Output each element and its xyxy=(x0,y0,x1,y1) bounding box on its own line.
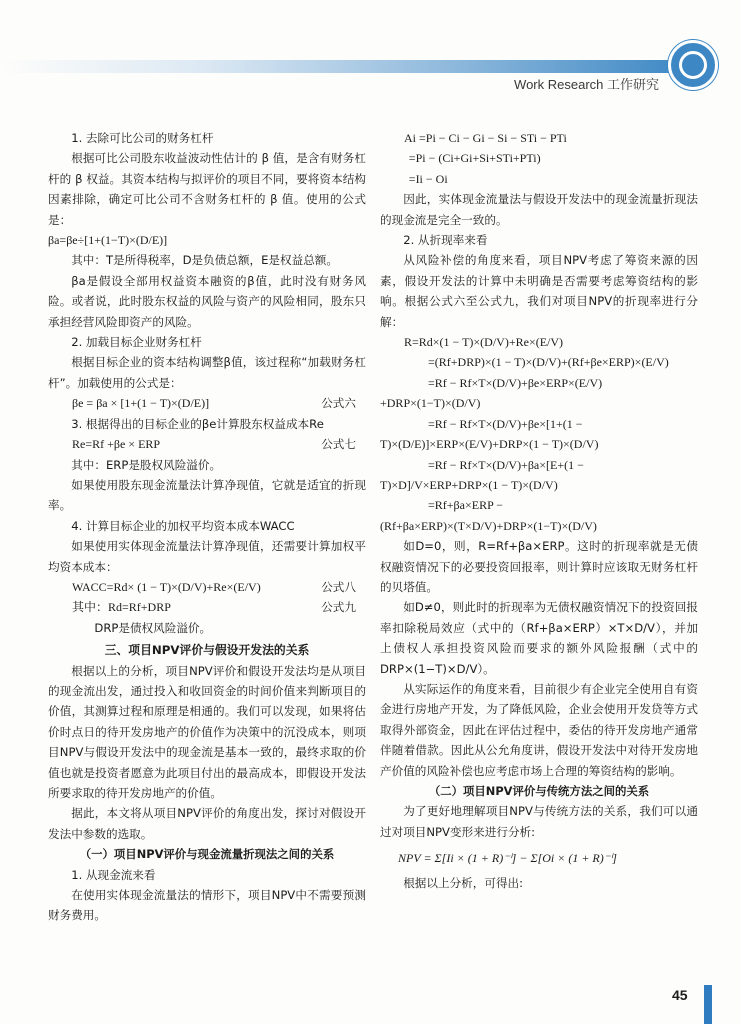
subheading: 3. 根据得出的目标企业的βe计算股东权益成本Re xyxy=(71,416,324,431)
paragraph: 根据以上分析，可得出: xyxy=(403,875,524,890)
formula-expression: βe = βa × [1+(1 − T)×(D/E)] xyxy=(72,396,210,411)
subsection-heading: （二）项目NPV评价与传统方法之间的关系 xyxy=(428,784,650,798)
formula-label: 公式九 xyxy=(321,600,356,615)
subheading: 1. 从现金流来看 xyxy=(71,867,156,882)
formula-expression: WACC=Rd× (1 − T)×(D/V)+Re×(E/V) xyxy=(72,579,261,594)
paragraph: DRP是债权风险溢价。 xyxy=(94,620,212,635)
formula: =Pi − (Ci+Gi+Si+STi+PTi) xyxy=(408,151,541,166)
paragraph: 根据可比公司股东收益波动性估计的 β 值，是含有财务杠杆的 β 权益。其资本结构与拟评价的项目不同，要将资本结构因素排除，确定可比公司不含财务杠杆的 β 值。使用的公式是： xyxy=(48,151,366,227)
formula xyxy=(48,393,366,413)
subheading: 4. 计算目标企业的加权平均资本成本WACC xyxy=(71,518,295,533)
paragraph: 据此，本文将从项目NPV评价的角度出发，探讨对假设开发法中参数的选取。 xyxy=(48,806,366,841)
page-edge-bar xyxy=(704,985,712,1024)
formula: =Rf+βa×ERP − (Rf+βa×ERP)×(T×D/V)+DRP×(1−T)×(D/V) xyxy=(380,498,597,533)
section-heading: 三、项目NPV评价与假设开发法的关系 xyxy=(104,643,310,658)
formula-label: 公式八 xyxy=(321,579,356,594)
formula: =Rf − Rf×T×(D/V)+βe×ERP×(E/V) +DRP×(1−T)×(D/V) xyxy=(380,375,603,411)
formula: R=Rd×(1 − T)×(D/V)+Re×(E/V) xyxy=(404,335,564,350)
formula-expression: Re=Rf +βe × ERP xyxy=(72,437,161,452)
paragraph: 根据以上的分析，项目NPV评价和假设开发法均是从项目的现金流出发，通过投入和收回资金的时间价值来判断项目的价值，其测算过程和原理是相通的。我们可以发现，如果将估价时点日的待开发房地产的价值作为决策中的沉没成本，则项目NPV与假设开发法中的现金流是基本一致的，最终求取的价值也就是投资者愿意为此项目付出的最高成本，即假设开发法所要求取的待开发房地产的价值。 xyxy=(48,663,366,800)
formula xyxy=(48,597,366,617)
formula: Ai =Pi − Ci − Gi − Si − STi − PTi xyxy=(404,131,567,145)
paragraph: 其中：T是所得税率，D是负债总额，E是权益总额。 xyxy=(71,253,338,268)
formula: =Rf − Rf×T×(D/V)+βa×[E+(1 − T)×D]/V×ERP+DRP×(1 − T)×(D/V) xyxy=(380,457,584,492)
paragraph: 因此，实体现金流量法与假设开发法中的现金流量折现法的现金流是完全一致的。 xyxy=(380,192,698,227)
paragraph: 如果使用股东现金流量法计算净现值，它就是适宜的折现率。 xyxy=(48,477,366,513)
paragraph: 如果使用实体现金流量法计算净现值，还需要计算加权平均资本成本： xyxy=(48,539,366,574)
formula: =Rf − Rf×T×(D/V)+βe×[1+(1 − T)×(D/E)]×ERP×(E/V)+DRP×(1 − T)×(D/V) xyxy=(380,416,599,452)
right-column xyxy=(380,128,698,893)
paragraph: 如D≠0，则此时的折现率为无债权融资情况下的投资回报率扣除税局效应（式中的（Rf+βa×ERP）×T×D/V），并加上债权人承担投资风险而要求的额外风险报酬（式中的DRP×(1−T)×D/V）。 xyxy=(380,600,698,676)
paragraph: 从风险补偿的角度来看，项目NPV考虑了筹资来源的因素，假设开发法的计算中未明确是否需要考虑筹资结构的影响。根据公式六至公式九，我们对项目NPV的折现率进行分解： xyxy=(380,253,698,329)
formula-label: 公式六 xyxy=(321,396,356,411)
paragraph: 从实际运作的角度来看，目前很少有企业完全使用自有资金进行房地产开发，为了降低风险，企业会使用开发贷等方式取得外部资金，因此在评估过程中，委估的待开发房地产通常伴随着借款。因此从公允角度讲，假设开发法中对待开发房地产价值的风险补偿也应考虑市场上合理的筹资结构的影响。 xyxy=(380,681,698,778)
header-title: Work Research 工作研究 xyxy=(514,77,659,92)
subheading: 1. 去除可比公司的财务杠杆 xyxy=(71,131,214,145)
journal-logo-icon xyxy=(668,40,718,90)
formula: =(Rf+DRP)×(1 − T)×(D/V)+(Rf+βe×ERP)×(E/V) xyxy=(428,355,669,370)
paragraph: 其中：ERP是股权风险溢价。 xyxy=(71,457,222,472)
subheading: 2. 加载目标企业财务杠杆 xyxy=(71,335,202,350)
formula-expression: 其中：Rd=Rf+DRP xyxy=(72,600,171,615)
paragraph: 在使用实体现金流量法的情形下，项目NPV中不需要预测财务费用。 xyxy=(48,888,366,923)
formula xyxy=(48,434,366,454)
formula: βa=βe÷[1+(1−T)×(D/E)] xyxy=(48,233,168,248)
formula: =Ii − Oi xyxy=(408,171,448,186)
subheading: 2. 从折现率来看 xyxy=(403,233,488,248)
page-number: 45 xyxy=(672,987,688,1003)
subsection-heading: （一）项目NPV评价与现金流量折现法之间的关系 xyxy=(79,847,335,862)
header-band xyxy=(0,60,690,73)
npv-formula: NPV = Σ[Ii × (1 + R)⁻ⁱ] − Σ[Oi × (1 + R)⁻ⁱ] xyxy=(398,851,617,866)
paragraph: 如D=0，则，R=Rf+βa×ERP。这时的折现率就是无债权融资情况下的必要投资回报率，则计算时应该取无财务杠杆的贝塔值。 xyxy=(380,539,698,594)
formula-label: 公式七 xyxy=(321,437,356,452)
paragraph: 根据目标企业的资本结构调整β值，该过程称“加载财务杠杆”。加载使用的公式是： xyxy=(48,355,366,390)
formula xyxy=(48,577,366,597)
paragraph: βa是假设全部用权益资本融资的β值，此时没有财务风险。或者说，此时股东权益的风险与资产的风险相同，股东只承担经营风险即资产的风险。 xyxy=(48,273,366,329)
paragraph: 为了更好地理解项目NPV与传统方法的关系，我们可以通过对项目NPV变形来进行分析: xyxy=(380,804,698,839)
left-column xyxy=(48,128,366,926)
